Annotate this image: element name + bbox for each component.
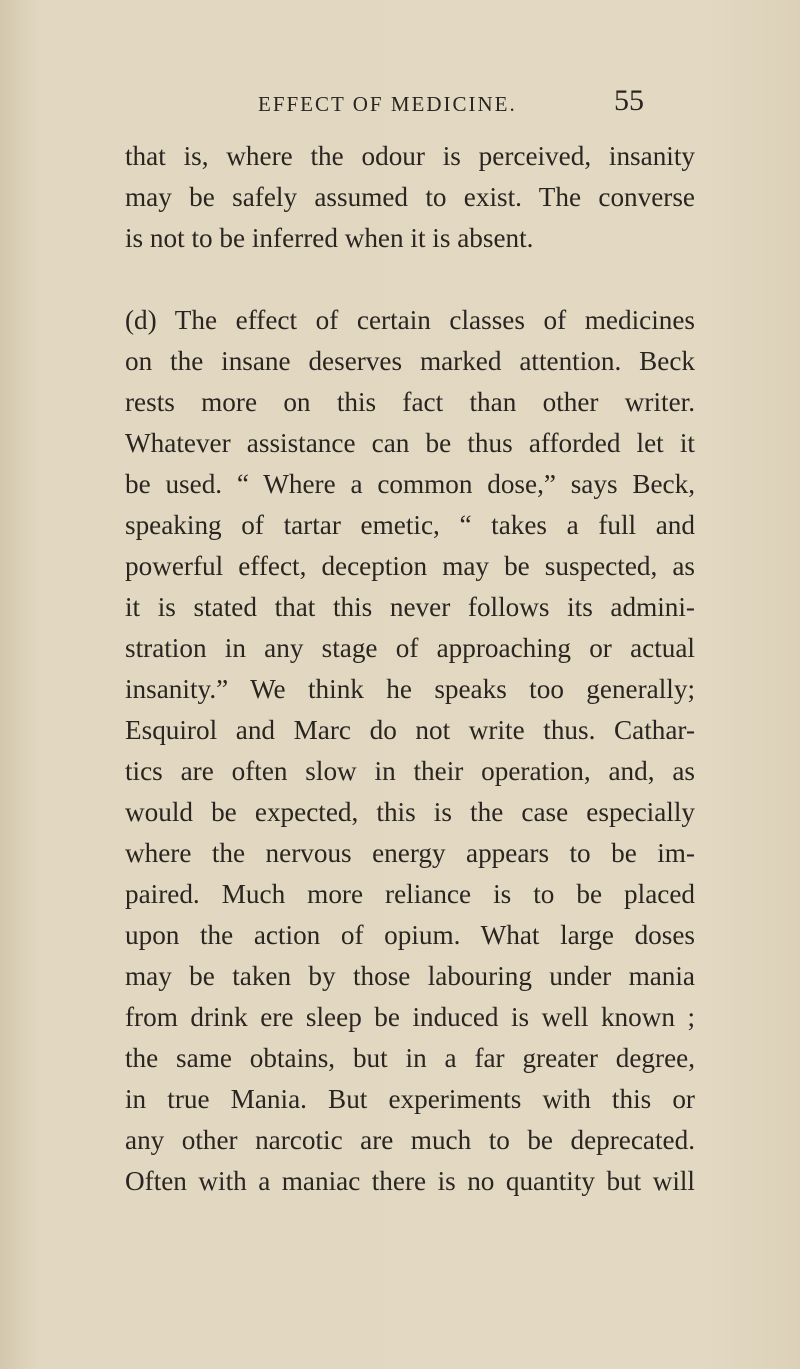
text-line: Often with a maniac there is no quantity but will — [125, 1166, 695, 1196]
running-title: EFFECT OF MEDICINE. — [258, 92, 517, 116]
body-text — [125, 136, 695, 1202]
text-line: tics are often slow in their operation, and, as — [125, 756, 695, 786]
text-line: may be safely assumed to exist. The converse — [125, 182, 695, 212]
text-line: in true Mania. But experiments with this or — [125, 1084, 695, 1114]
paragraph-gap — [125, 259, 695, 300]
text-line: any other narcotic are much to be deprecated. — [125, 1125, 695, 1155]
text-line: be used. “ Where a common dose,” says Beck, — [125, 469, 695, 499]
text-line: powerful effect, deception may be suspected, as — [125, 551, 695, 581]
page-header — [0, 84, 800, 124]
text-line: it is stated that this never follows its admini- — [125, 592, 695, 622]
page-number: 55 — [614, 84, 644, 117]
text-line: insanity.” We think he speaks too generally; — [125, 674, 695, 704]
text-line: is not to be inferred when it is absent. — [125, 223, 534, 253]
text-line: from drink ere sleep be induced is well known ; — [125, 1002, 695, 1032]
text-line: speaking of tartar emetic, “ takes a full and — [125, 510, 695, 540]
text-line: may be taken by those labouring under mania — [125, 961, 695, 991]
text-line: (d) The effect of certain classes of medicines — [125, 305, 695, 335]
paragraph-2 — [125, 300, 695, 1202]
text-line: on the insane deserves marked attention. Beck — [125, 346, 695, 376]
text-line: upon the action of opium. What large doses — [125, 920, 695, 950]
text-line: the same obtains, but in a far greater degree, — [125, 1043, 695, 1073]
text-line: Whatever assistance can be thus afforded let it — [125, 428, 695, 458]
text-line: where the nervous energy appears to be im- — [125, 838, 695, 868]
text-line: rests more on this fact than other writer. — [125, 387, 695, 417]
paragraph-1 — [125, 136, 695, 259]
text-line: stration in any stage of approaching or actual — [125, 633, 695, 663]
text-line: Esquirol and Marc do not write thus. Cathar- — [125, 715, 695, 745]
text-line: that is, where the odour is perceived, insanity — [125, 141, 695, 171]
text-line: would be expected, this is the case especially — [125, 797, 695, 827]
text-line: paired. Much more reliance is to be placed — [125, 879, 695, 909]
